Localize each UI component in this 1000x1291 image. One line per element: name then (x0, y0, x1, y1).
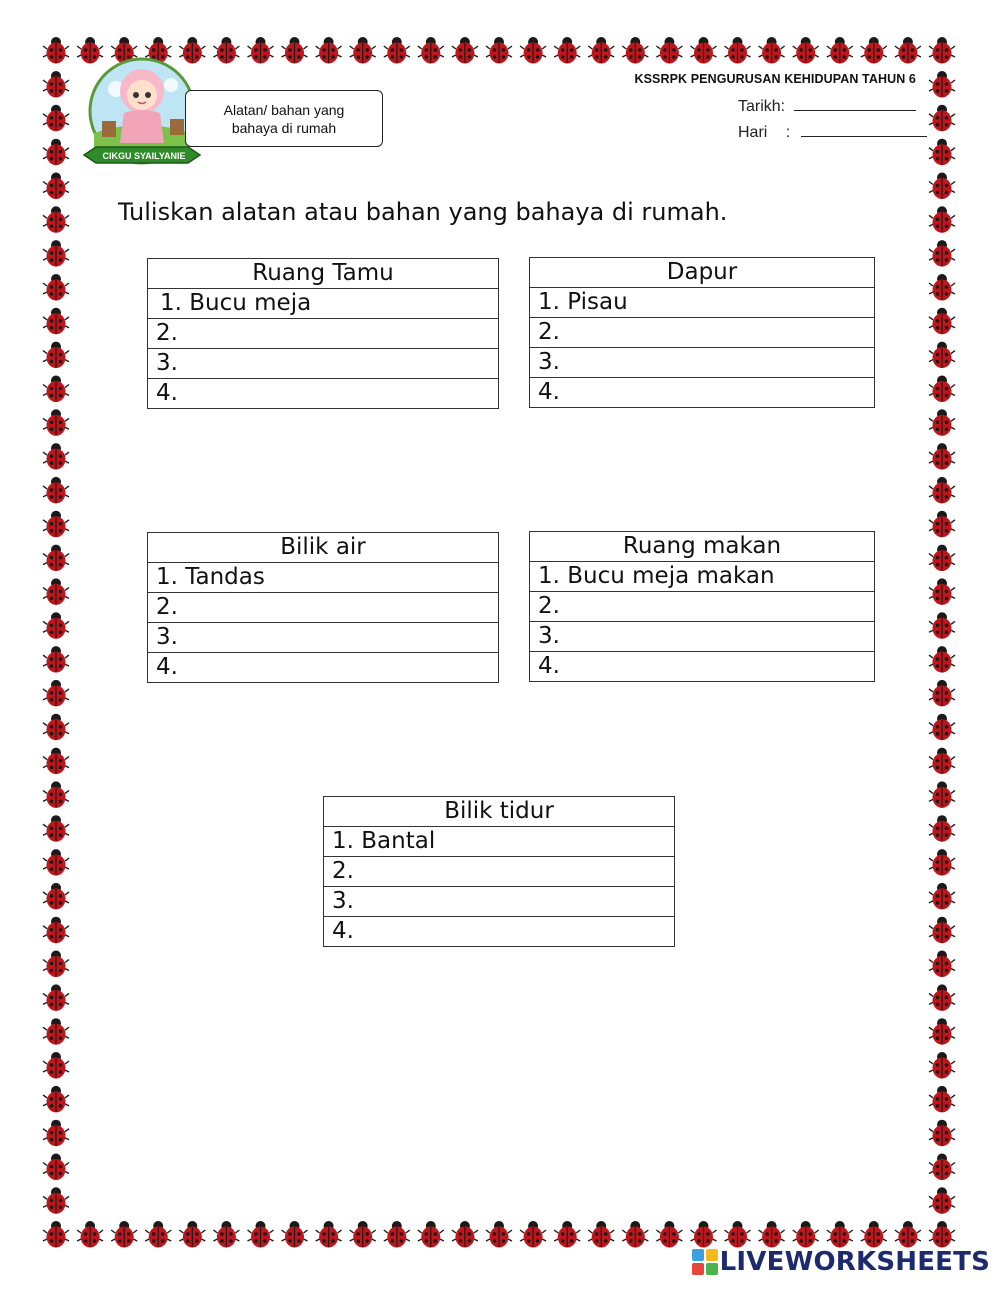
ladybug-icon (43, 714, 69, 741)
room-title: Bilik tidur (324, 797, 675, 827)
ladybug-icon (43, 37, 69, 64)
ladybug-icon (929, 612, 955, 639)
ladybug-icon (43, 1018, 69, 1045)
ladybug-icon (316, 37, 342, 64)
course-title: KSSRPK PENGURUSAN KEHIDUPAN TAHUN 6 (634, 72, 916, 86)
ladybug-icon (691, 37, 717, 64)
ladybug-icon (725, 37, 751, 64)
answer-row[interactable]: 1. Bucu meja (148, 289, 499, 319)
ladybug-icon (77, 1221, 103, 1248)
ladybug-icon (43, 1154, 69, 1181)
ladybug-icon (861, 1221, 887, 1248)
ladybug-icon (827, 1221, 853, 1248)
ladybug-icon (929, 714, 955, 741)
ladybug-icon (145, 1221, 171, 1248)
ladybug-icon (929, 578, 955, 605)
answer-row[interactable]: 2. (530, 318, 875, 348)
ladybug-icon (418, 37, 444, 64)
ladybug-icon (929, 748, 955, 775)
ladybug-icon (929, 781, 955, 808)
answer-row[interactable]: 1. Bucu meja makan (530, 562, 875, 592)
ladybug-icon (929, 1086, 955, 1113)
ladybug-icon (588, 37, 614, 64)
answer-row[interactable]: 2. (530, 592, 875, 622)
answer-row[interactable]: 4. (530, 652, 875, 682)
ladybug-icon (929, 815, 955, 842)
ladybug-icon (929, 951, 955, 978)
ladybug-icon (248, 37, 274, 64)
ladybug-icon (282, 37, 308, 64)
ladybug-icon (929, 139, 955, 166)
ladybug-icon (691, 1221, 717, 1248)
liveworksheets-text: LIVEWORKSHEETS (719, 1247, 990, 1277)
ladybug-icon (929, 511, 955, 538)
ladybug-icon (929, 443, 955, 470)
ladybug-icon (43, 173, 69, 200)
ladybug-icon (418, 1221, 444, 1248)
ladybug-icon (929, 646, 955, 673)
ladybug-icon (43, 984, 69, 1011)
ladybug-icon (520, 37, 546, 64)
room-title: Ruang makan (530, 532, 875, 562)
answer-row[interactable]: 2. (324, 857, 675, 887)
ladybug-icon (929, 173, 955, 200)
ladybug-icon (929, 917, 955, 944)
ladybug-icon (43, 917, 69, 944)
ladybug-icon (43, 308, 69, 335)
ladybug-icon (929, 71, 955, 98)
ladybug-icon (43, 376, 69, 403)
ladybug-icon (316, 1221, 342, 1248)
ladybug-icon (43, 815, 69, 842)
ladybug-icon (520, 1221, 546, 1248)
room-table-bilik-tidur (323, 796, 675, 947)
ladybug-icon (43, 443, 69, 470)
ladybug-icon (384, 37, 410, 64)
date-field[interactable] (794, 96, 916, 111)
ladybug-icon (43, 105, 69, 132)
ladybug-icon (43, 71, 69, 98)
ladybug-icon (622, 1221, 648, 1248)
ladybug-icon (248, 1221, 274, 1248)
ladybug-icon (43, 951, 69, 978)
ladybug-icon (43, 1221, 69, 1248)
answer-row[interactable]: 3. (148, 623, 499, 653)
ladybug-icon (486, 1221, 512, 1248)
ladybug-icon (111, 1221, 137, 1248)
ladybug-icon (929, 409, 955, 436)
ladybug-icon (350, 37, 376, 64)
ladybug-icon (827, 37, 853, 64)
room-title: Ruang Tamu (148, 259, 499, 289)
ladybug-icon (929, 883, 955, 910)
ladybug-icon (793, 37, 819, 64)
ladybug-icon (656, 1221, 682, 1248)
liveworksheets-logo[interactable] (692, 1247, 990, 1277)
ladybug-icon (929, 545, 955, 572)
ladybug-icon (43, 578, 69, 605)
ladybug-icon (929, 342, 955, 369)
ladybug-icon (43, 646, 69, 673)
ladybug-icon (895, 1221, 921, 1248)
answer-row[interactable]: 1. Tandas (148, 563, 499, 593)
logo-name: CIKGU SYAILYANIE (102, 151, 186, 161)
answer-row[interactable]: 1. Pisau (530, 288, 875, 318)
ladybug-icon (43, 1187, 69, 1214)
ladybug-icon (486, 37, 512, 64)
ladybug-icon (213, 37, 239, 64)
ladybug-icon (452, 37, 478, 64)
ladybug-icon (43, 545, 69, 572)
ladybug-icon (929, 105, 955, 132)
answer-row[interactable]: 3. (530, 622, 875, 652)
ladybug-icon (895, 37, 921, 64)
ladybug-icon (929, 206, 955, 233)
answer-row[interactable]: 3. (324, 887, 675, 917)
ladybug-icon (350, 1221, 376, 1248)
room-table-bilik-air (147, 532, 499, 683)
ladybug-icon (452, 1221, 478, 1248)
ladybug-icon (43, 612, 69, 639)
ladybug-icon (43, 680, 69, 707)
liveworksheets-icon (692, 1249, 718, 1275)
room-title: Bilik air (148, 533, 499, 563)
topic-box (185, 90, 383, 147)
ladybug-icon (43, 511, 69, 538)
answer-row[interactable]: 4. (148, 379, 499, 409)
ladybug-icon (179, 1221, 205, 1248)
ladybug-icon (43, 1086, 69, 1113)
answer-row[interactable]: 3. (530, 348, 875, 378)
ladybug-icon (43, 1052, 69, 1079)
ladybug-icon (554, 1221, 580, 1248)
room-table-ruang-makan (529, 531, 875, 682)
ladybug-icon (929, 1052, 955, 1079)
day-colon: : (785, 124, 791, 141)
ladybug-icon (929, 37, 955, 64)
ladybug-icon (282, 1221, 308, 1248)
answer-row[interactable]: 1. Bantal (324, 827, 675, 857)
answer-row[interactable]: 4. (324, 917, 675, 947)
ladybug-icon (929, 849, 955, 876)
answer-row[interactable]: 3. (148, 349, 499, 379)
ladybug-icon (929, 1187, 955, 1214)
ladybug-icon (43, 781, 69, 808)
ladybug-icon (929, 680, 955, 707)
date-label: Tarikh: (738, 98, 786, 115)
ladybug-icon (929, 308, 955, 335)
day-label: Hari (738, 124, 768, 141)
ladybug-icon (793, 1221, 819, 1248)
room-table-ruang-tamu (147, 258, 499, 409)
ladybug-icon (43, 409, 69, 436)
ladybug-icon (384, 1221, 410, 1248)
answer-row[interactable]: 4. (530, 378, 875, 408)
ladybug-icon (43, 240, 69, 267)
ladybug-icon (43, 849, 69, 876)
ladybug-icon (622, 37, 648, 64)
ladybug-icon (929, 477, 955, 504)
ladybug-icon (929, 1018, 955, 1045)
ladybug-icon (588, 1221, 614, 1248)
ladybug-icon (861, 37, 887, 64)
ladybug-icon (213, 1221, 239, 1248)
day-field[interactable] (801, 122, 927, 137)
ladybug-icon (929, 274, 955, 301)
topic-line-1: Alatan/ bahan yang (223, 101, 345, 118)
ladybug-icon (929, 1221, 955, 1248)
topic-line-2: bahaya di rumah (231, 119, 337, 136)
answer-row[interactable]: 2. (148, 593, 499, 623)
ladybug-icon (929, 376, 955, 403)
day-row (738, 122, 927, 142)
ladybug-icon (759, 1221, 785, 1248)
ladybug-icon (929, 1154, 955, 1181)
ladybug-icon (43, 139, 69, 166)
ladybug-icon (656, 37, 682, 64)
ladybug-icon (929, 1120, 955, 1147)
ladybug-icon (43, 1120, 69, 1147)
ladybug-icon (43, 748, 69, 775)
ladybug-icon (43, 206, 69, 233)
answer-row[interactable]: 2. (148, 319, 499, 349)
ladybug-icon (43, 477, 69, 504)
answer-row[interactable]: 4. (148, 653, 499, 683)
ladybug-icon (43, 342, 69, 369)
instruction-text: Tuliskan alatan atau bahan yang bahaya di rumah. (118, 198, 728, 226)
room-table-dapur (529, 257, 875, 408)
date-row (738, 96, 916, 116)
ladybug-icon (929, 240, 955, 267)
ladybug-icon (929, 984, 955, 1011)
ladybug-icon (554, 37, 580, 64)
ladybug-icon (725, 1221, 751, 1248)
room-title: Dapur (530, 258, 875, 288)
ladybug-icon (43, 274, 69, 301)
ladybug-icon (759, 37, 785, 64)
ladybug-icon (43, 883, 69, 910)
